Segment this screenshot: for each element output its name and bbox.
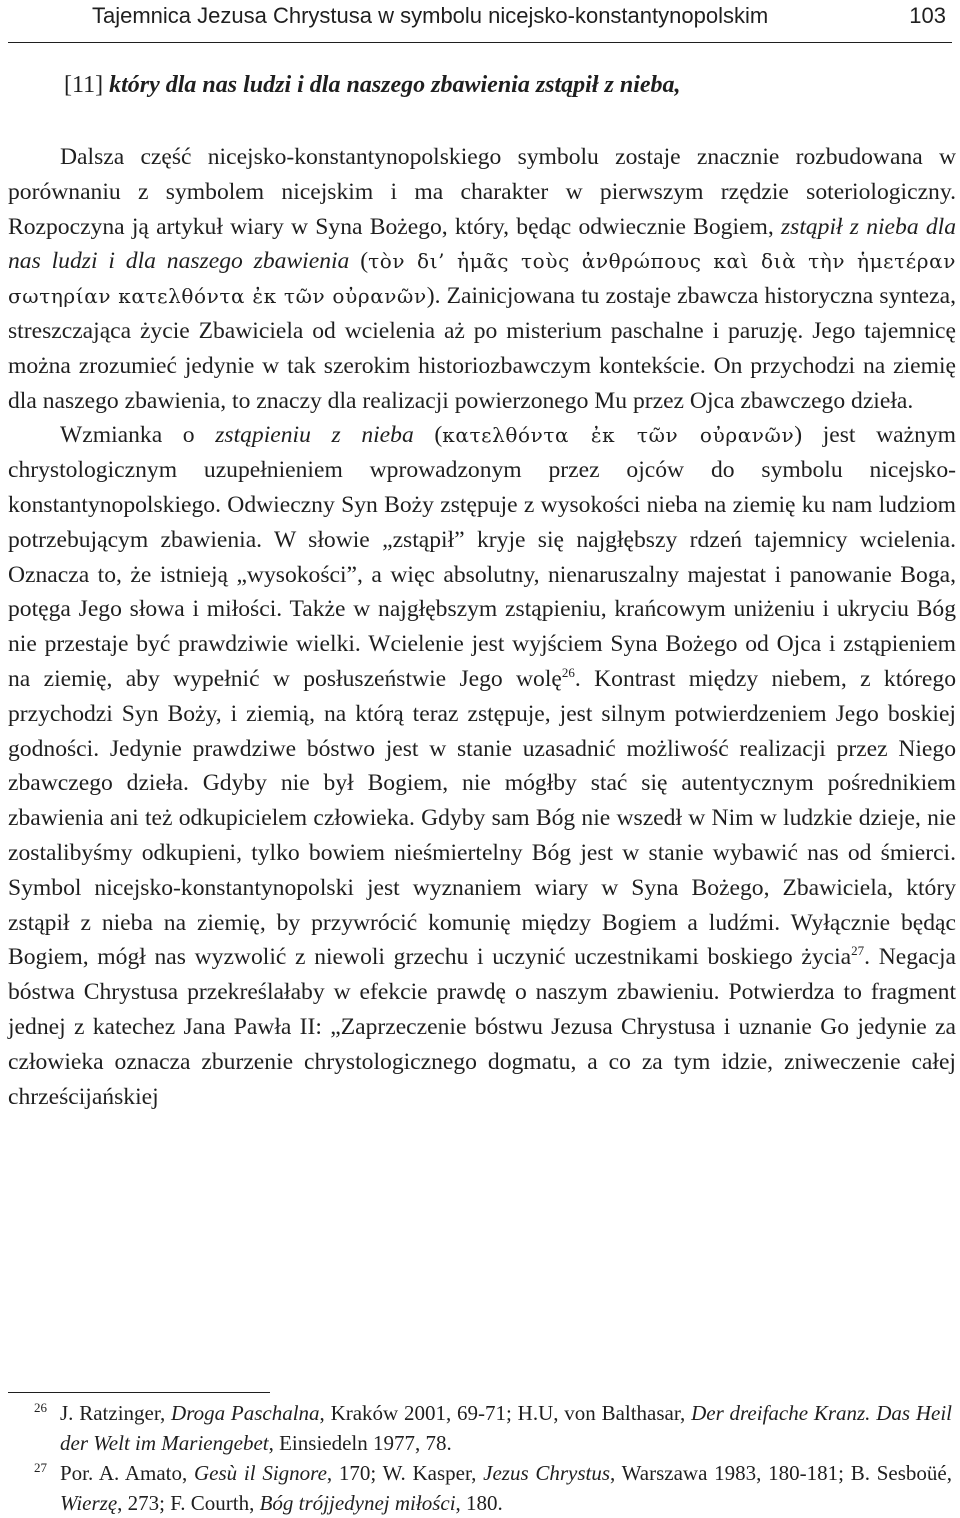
- greek-quote: τὸν δι’ ἡμᾶς τοὺς ἀνθρώπους καὶ διὰ τὴν ἡμετέραν σωτηρίαν κατελθόντα ἐκ τῶν οὐρανῶν: [8, 249, 956, 309]
- footnote-text: , 273; F. Courth,: [117, 1491, 260, 1515]
- footnotes: [8, 1398, 952, 1518]
- footnote-27: [8, 1458, 952, 1518]
- footnote-text: J. Ratzinger,: [60, 1401, 172, 1425]
- header-rule: [8, 42, 952, 43]
- footnote-text: , Warszawa 1983, 180-181; B. Sesboüé,: [610, 1461, 952, 1485]
- paragraph-1-text-b: (: [349, 248, 369, 275]
- footnote-text: , Einsiedeln 1977, 78.: [268, 1431, 452, 1455]
- running-title: Tajemnica Jezusa Chrystusa w symbolu nicejsko-konstantynopolskim: [92, 3, 769, 28]
- paragraph-2-text-c: ) jest ważnym chrystologicznym uzupełnieniem wprowadzonym przez ojców do symbolu nicejsko-konstantynopolskiego. Odwieczny Syn Boży zstępuje z wysokości nieba na ziemię ku nam ludziom potrzebującym zbawienia. W słowie „zstąpił” kryje się najgłębszy rdzeń tajemnicy wcielenia. Oznacza to, że istnieją „wysokości”, a więc absolutny, nienaruszalny majestat i panowanie Boga, potęga Jego słowa i miłości. Także w najgłębszym zstąpieniu, krańcowym uniżeniu i ukryciu Bóg nie przestaje być prawdziwie wielki. Wcielenie jest wyjściem Syna Bożego od Ojca i zstąpieniem na ziemię, aby wypełnić w posłuszeństwie Jego wolę: [8, 422, 957, 692]
- paragraph-2-text-b: (: [413, 422, 443, 449]
- paragraph-2-text-e: . Negacja bóstwa Chrystusa przekreślałaby w efekcie prawdę o naszym zbawieniu. Potwierdza to fragment jednej z katechez Jana Pawła II: „Zaprzeczenie bóstwu Jezusa Chrystusa i uznanie Go jedynie za człowieka oznacza zburzenie chrystologicznego dogmatu, a co za tym idzie, zniweczenie całej chrześcijańskiej: [8, 944, 956, 1110]
- footnote-ref-26[interactable]: 26: [561, 665, 575, 681]
- paragraph-2-text: Wzmianka o: [60, 422, 216, 449]
- creed-quote: zstąpił z nieba dla nas ludzi i dla naszego zbawienia: [8, 213, 956, 275]
- footnote-ref-27[interactable]: 27: [851, 943, 865, 959]
- paragraph-2-text-d: . Kontrast między niebem, z którego przychodzi Syn Boży, i ziemią, na którą teraz zstępuje, jest silnym potwierdzeniem Jego boskiej godności. Jedynie prawdziwe bóstwo jest w stanie uzasadnić możliwość realizacji przez Niego zbawczego dzieła. Gdyby nie był Bogiem, nie mógłby stać się autentycznym pośrednikiem zbawienia ani też odkupicielem człowieka. Gdyby sam Bóg nie wszedł w Nim w ludzkie dzieje, nie zostalibyśmy odkupieni, tylko bowiem nieśmiertelny Bóg jest w stanie wybawić nas od śmierci. Symbol nicejsko-konstantynopolski jest wyznaniem wiary w Syna Bożego, Zbawiciela, który zstąpił z nieba na ziemię, by przywrócić komunię między Bogiem a ludźmi. Wyłącznie będąc Bogiem, mógł nas wyzwolić z niewoli grzechu i uczynić uczestnikami boskiego życia: [8, 665, 957, 971]
- section-number: [11]: [64, 72, 104, 98]
- footnote-text: , 170; W. Kasper,: [326, 1461, 484, 1485]
- greek-phrase: κατελθόντα ἐκ τῶν οὐρανῶν: [442, 423, 795, 448]
- footnote-text: , 180.: [455, 1491, 503, 1515]
- running-header: [8, 0, 952, 36]
- paragraph-1: [8, 140, 956, 418]
- footnote-title: Bóg trójjedynej miłości: [259, 1491, 456, 1515]
- footnote-title: Jezus Chrystus: [483, 1461, 611, 1485]
- footnote-title: Wierzę: [60, 1491, 118, 1515]
- footnote-number: 26: [34, 1400, 47, 1415]
- footnote-text: , Kraków 2001, 69-71; H.U, von Balthasar,: [319, 1401, 692, 1425]
- footnote-title: Der dreifache Kranz. Das Heil der Welt im Mariengebet: [60, 1401, 952, 1455]
- paragraph-1-text-c: ). Zainicjowana tu zostaje zbawcza historyczna synteza, streszczająca życie Zbawiciela od wcielenia aż po misterium paschalne i paruzję. Jego tajemnicę można zrozumieć jedynie w tak szerokim historiozbawczym kontekście. On przychodzi na ziemię dla naszego zbawienia, to znaczy dla realizacji powierzonego Mu przez Ojca zbawczego dzieła.: [8, 283, 957, 414]
- footnote-26: [8, 1398, 952, 1458]
- section-heading: [64, 68, 954, 102]
- section-title: który dla nas ludzi i dla naszego zbawienia zstąpił z nieba,: [109, 72, 681, 98]
- footnote-text: Por. A. Amato,: [60, 1461, 195, 1485]
- footnote-number: 27: [34, 1460, 47, 1475]
- main-text: [8, 140, 956, 1114]
- paragraph-1-text: Dalsza część nicejsko-konstantynopolskiego symbolu zostaje znacznie rozbudowana w porównaniu z symbolem nicejskim i ma charakter w pierwszym rzędzie soteriologiczny. Rozpoczyna ją artykuł wiary w Syna Bożego, który, będąc odwiecznie Bogiem,: [8, 144, 956, 240]
- footnote-title: Droga Paschalna: [171, 1401, 320, 1425]
- footnote-title: Gesù il Signore: [194, 1461, 327, 1485]
- page-number: 103: [909, 3, 946, 28]
- italic-phrase: zstąpieniu z nieba: [215, 422, 414, 449]
- paragraph-2: [8, 418, 956, 1114]
- footnote-rule: [8, 1392, 270, 1393]
